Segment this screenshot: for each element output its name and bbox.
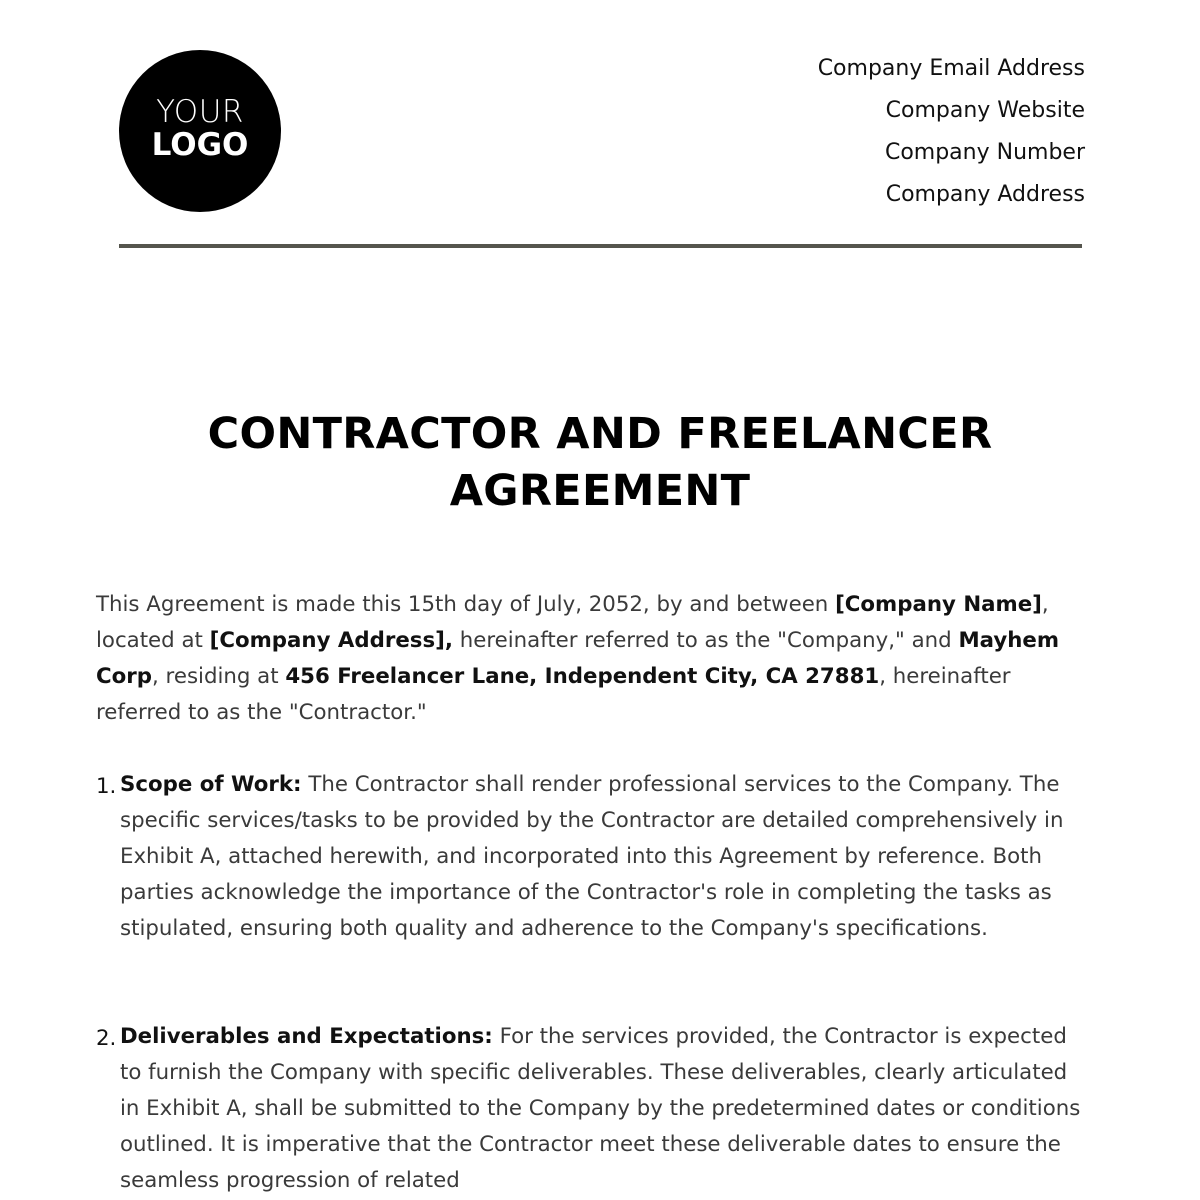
company-address: Company Address: [885, 182, 1085, 207]
title-line-2: AGREEMENT: [449, 466, 751, 516]
company-address-placeholder: [Company Address],: [209, 628, 453, 653]
logo-line-1: YOUR: [156, 94, 244, 130]
header-divider: [119, 244, 1082, 248]
intro-text: , located at: [96, 592, 1049, 653]
clause-number: 1.: [96, 774, 117, 799]
clause-body: For the services provided, the Contractor is expected to furnish the Company with specific deliverables. These deliverables, clearly articulated in Exhibit A, shall be submitted to the Company by the predetermined dates or conditions outlined. It is imperative that the Contractor meet these deliverable dates to ensure the seamless progression of related: [120, 1024, 1081, 1193]
company-logo: [119, 50, 281, 212]
contractor-address: 456 Freelancer Lane, Independent City, CA 27881: [285, 664, 880, 689]
intro-text: , residing at: [152, 664, 286, 689]
company-name-placeholder: [Company Name]: [835, 592, 1042, 617]
clause-heading: Scope of Work:: [120, 772, 302, 797]
intro-text: , hereinafter referred to as the "Contractor.": [96, 664, 1011, 725]
intro-text: hereinafter referred to as the "Company," and: [452, 628, 959, 653]
company-email: Company Email Address: [817, 56, 1085, 81]
document-title: [100, 406, 1100, 520]
clause-deliverables: [96, 1019, 1086, 1199]
company-contact-block: [818, 53, 1085, 221]
intro-paragraph: [96, 587, 1096, 731]
company-number: Company Number: [884, 140, 1085, 165]
intro-text: This Agreement is made this 15th day of July, 2052, by and between: [96, 592, 836, 617]
clause-number: 2.: [96, 1026, 117, 1051]
logo-line-2: LOGO: [151, 127, 249, 163]
contractor-name: Mayhem Corp: [96, 628, 1060, 689]
company-website: Company Website: [885, 98, 1085, 123]
clause-body: The Contractor shall render professional services to the Company. The specific services/tasks to be provided by the Contractor are detailed comprehensively in Exhibit A, attached herewith, and incorporated into this Agreement by reference. Both parties acknowledge the importance of the Contractor's role in completing the tasks as stipulated, ensuring both quality and adherence to the Company's specifications.: [120, 772, 1064, 941]
clause-scope-of-work: [96, 767, 1086, 947]
clause-heading: Deliverables and Expectations:: [120, 1024, 493, 1049]
clause-text: [120, 767, 1086, 947]
clause-text: [120, 1019, 1086, 1199]
title-line-1: CONTRACTOR AND FREELANCER: [207, 409, 993, 459]
